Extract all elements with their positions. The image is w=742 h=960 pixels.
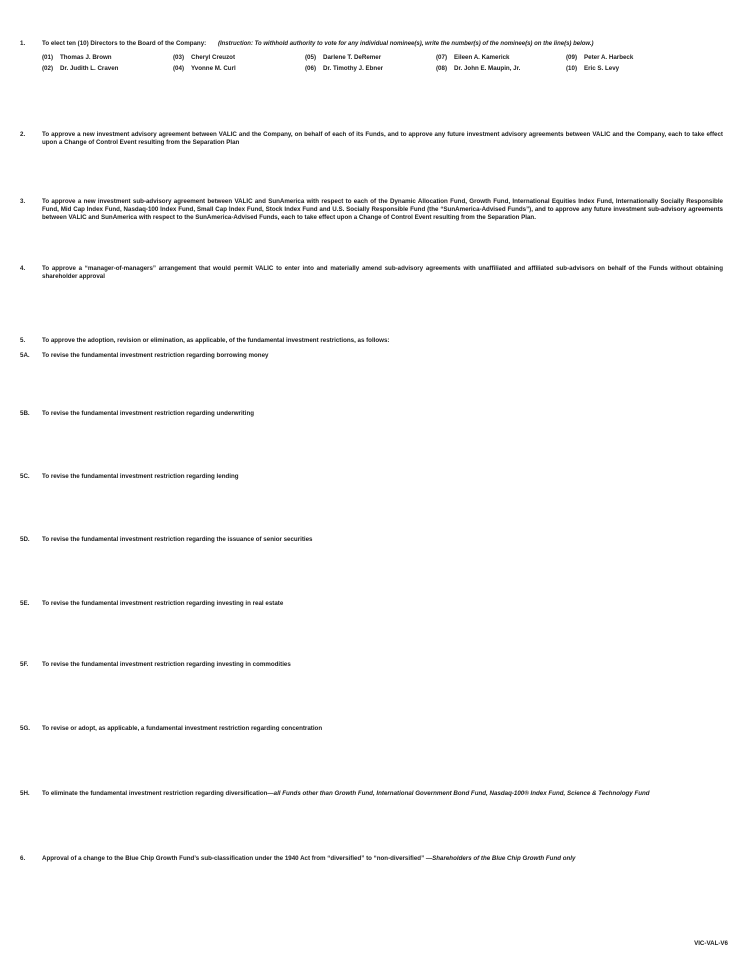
proposal-5: [20, 337, 723, 345]
nominee-name: Eric S. Levy: [584, 65, 620, 72]
nominee-number: (03): [173, 54, 185, 61]
proposal-4-text: To approve a “manager-of-managers” arrangement that would permit VALIC to enter into and materially amend sub-advisory agreements with unaffiliated and affiliated sub-advisors on behalf of the Funds without obtaining shareholder approval: [42, 265, 723, 280]
nominee-number: (05): [305, 54, 317, 61]
proposal-6: [20, 855, 723, 863]
proposal-5f-text: To revise the fundamental investment restriction regarding investing in commodities: [42, 661, 291, 668]
nominee-item: [566, 52, 724, 63]
proposal-5h: [20, 790, 723, 798]
proposal-1-instruction: (Instruction: To withhold authority to vote for any individual nominee(s), write the number(s) of the nominee(s) on the line(s) below.): [217, 41, 594, 47]
proposal-6-main: Approval of a change to the Blue Chip Growth Fund’s sub-classification under the 1940 Act from “diversified” to “non-diversified”: [42, 855, 425, 862]
proposal-5f: [20, 661, 723, 669]
nominee-item: [436, 63, 566, 74]
proposal-5c-number: 5C.: [20, 473, 30, 480]
proposal-5d: [20, 536, 723, 544]
proposal-2: [20, 131, 723, 147]
proposal-5h-text: [42, 790, 723, 798]
form-code: VIC-VAL-V6: [694, 940, 728, 947]
proposal-1-number: 1.: [20, 40, 26, 47]
proposal-5a: [20, 352, 723, 360]
nominee-name: Dr. John E. Maupin, Jr.: [454, 65, 521, 72]
proposal-5h-qualifier: all Funds other than Growth Fund, International Government Bond Fund, Nasdaq-100® Index Fund, Science & Technology Fund: [273, 790, 650, 797]
nominee-number: (01): [42, 54, 54, 61]
nominee-number: (06): [305, 65, 317, 72]
nominee-item: [305, 63, 436, 74]
nominee-number: (04): [173, 65, 185, 72]
proposal-3: [20, 198, 723, 222]
proposal-2-number: 2.: [20, 131, 26, 138]
nominee-item: [173, 63, 305, 74]
nominee-item: [436, 52, 566, 63]
proposal-6-number: 6.: [20, 855, 26, 862]
nominee-name: Peter A. Harbeck: [584, 54, 634, 61]
proposal-5g-number: 5G.: [20, 725, 30, 732]
proposal-4: [20, 265, 723, 281]
nominee-name: Darlene T. DeRemer: [323, 54, 382, 61]
nominee-number: (08): [436, 65, 448, 72]
nominee-list: [42, 52, 724, 74]
proposal-5d-number: 5D.: [20, 536, 30, 543]
proposal-1-heading: To elect ten (10) Directors to the Board of the Company:: [42, 40, 207, 47]
proposal-4-number: 4.: [20, 265, 26, 272]
nominee-number: (07): [436, 54, 448, 61]
proposal-5c-text: To revise the fundamental investment restriction regarding lending: [42, 473, 239, 480]
proposal-3-text: To approve a new investment sub-advisory agreement between VALIC and SunAmerica with respect to each of the Dynamic Allocation Fund, Growth Fund, International Equities Index Fund, Internationally Socially Responsible Fund, Mid Cap Index Fund, Nasdaq-100 Index Fund, Small Cap Index Fund, Stock Index Fund and U.S. Socially Responsible Fund (the “SunAmerica-Advised Funds”), and to approve any future investment sub-advisory agreements between VALIC and SunAmerica with respect to the SunAmerica-Advised Funds, each to take effect upon a Change of Control Event resulting from the Separation Plan.: [42, 198, 723, 221]
proposal-5h-main: To eliminate the fundamental investment restriction regarding diversification—: [42, 790, 274, 797]
proposal-5b-number: 5B.: [20, 410, 30, 417]
proposal-5e: [20, 600, 723, 608]
proposal-1: [20, 40, 723, 48]
nominee-number: (02): [42, 65, 54, 72]
proposal-6-qualifier: —Shareholders of the Blue Chip Growth Fund only: [424, 855, 576, 862]
nominee-number: (10): [566, 65, 578, 72]
nominee-number: (09): [566, 54, 578, 61]
proposal-5-number: 5.: [20, 337, 26, 344]
nominee-name: Yvonne M. Curl: [191, 65, 236, 72]
proposal-5c: [20, 473, 723, 481]
nominee-item: [173, 52, 305, 63]
proposal-5e-number: 5E.: [20, 600, 30, 607]
proposal-6-text: [42, 855, 723, 863]
nominee-name: Thomas J. Brown: [60, 54, 112, 61]
proposal-1-text: [42, 40, 723, 48]
nominee-item: [42, 63, 173, 74]
proposal-5e-text: To revise the fundamental investment restriction regarding investing in real estate: [42, 600, 284, 607]
proposal-5b-text: To revise the fundamental investment restriction regarding underwriting: [42, 410, 255, 417]
proposal-5a-number: 5A.: [20, 352, 30, 359]
proposal-5-text: To approve the adoption, revision or elimination, as applicable, of the fundamental investment restrictions, as follows:: [42, 337, 390, 344]
nominee-name: Eileen A. Kamerick: [454, 54, 510, 61]
nominee-item: [305, 52, 436, 63]
proposal-2-text: To approve a new investment advisory agreement between VALIC and the Company, on behalf of each of its Funds, and to approve any future investment advisory agreements between VALIC and the Company, each to take effect upon a Change of Control Event resulting from the Separation Plan: [42, 131, 723, 146]
proposal-5g: [20, 725, 723, 733]
nominee-item: [566, 63, 724, 74]
nominee-name: Cheryl Creuzot: [191, 54, 236, 61]
proposal-3-number: 3.: [20, 198, 26, 205]
proposal-5d-text: To revise the fundamental investment restriction regarding the issuance of senior securities: [42, 536, 313, 543]
nominee-name: Dr. Judith L. Craven: [60, 65, 119, 72]
proposal-5g-text: To revise or adopt, as applicable, a fundamental investment restriction regarding concentration: [42, 725, 323, 732]
nominee-item: [42, 52, 173, 63]
proposal-5a-text: To revise the fundamental investment restriction regarding borrowing money: [42, 352, 269, 359]
nominee-name: Dr. Timothy J. Ebner: [323, 65, 384, 72]
proposal-5f-number: 5F.: [20, 661, 29, 668]
proposal-5h-number: 5H.: [20, 790, 30, 797]
proposal-5b: [20, 410, 723, 418]
